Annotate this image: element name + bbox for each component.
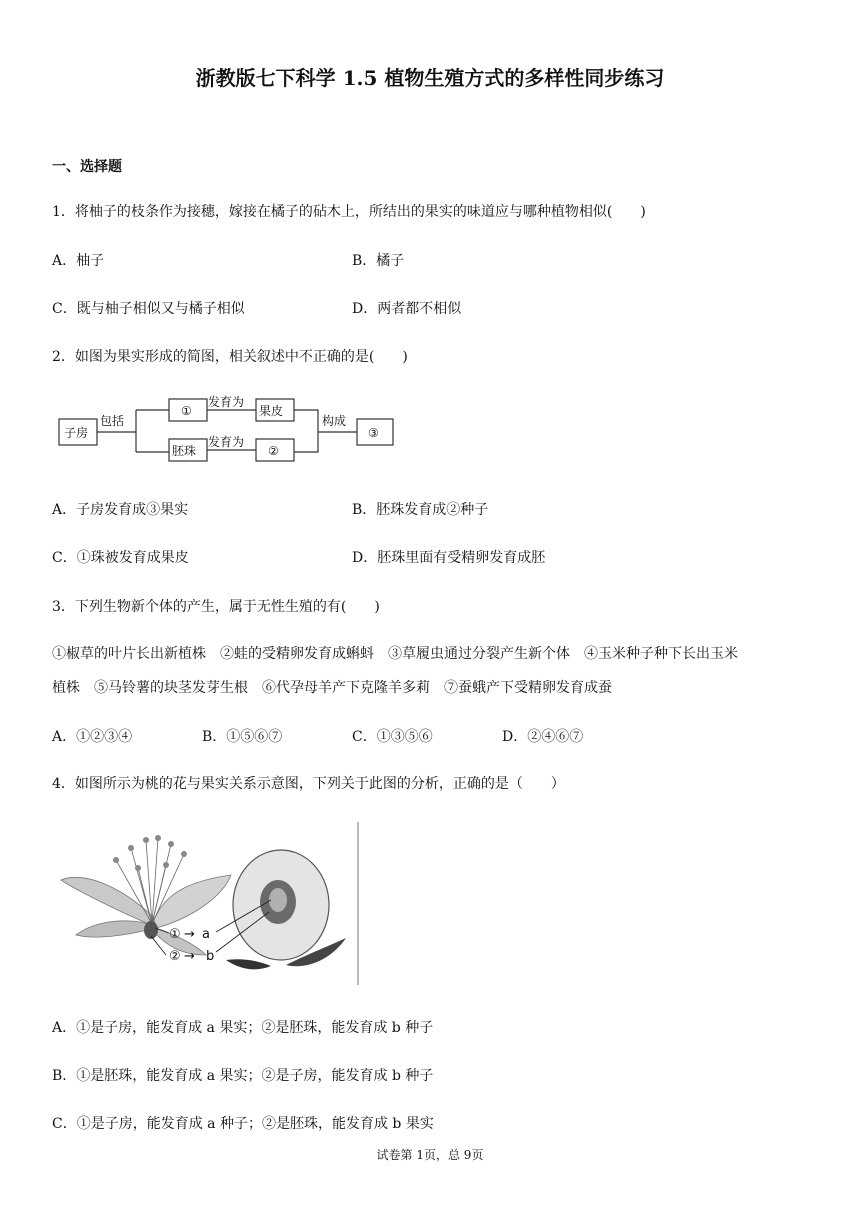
label-includes: 包括 — [100, 414, 125, 428]
question-2-stem: 2．如图为果实形成的简图，相关叙述中不正确的是( ) — [52, 349, 408, 365]
label-circle-2: ② — [268, 444, 279, 458]
q4-option-a: A．①是子房，能发育成 a 果实；②是胚珠，能发育成 b 种子 — [52, 1020, 434, 1036]
label-ovule: 胚珠 — [172, 444, 197, 458]
label-develops-1: 发育为 — [208, 395, 245, 409]
q4-option-c: C．①是子房，能发育成 a 种子；②是胚珠，能发育成 b 果实 — [52, 1116, 434, 1132]
q1-option-c: C．既与柚子相似又与橘子相似 — [52, 301, 245, 317]
label-forms: 构成 — [322, 414, 347, 428]
question-1-stem: 1．将柚子的枝条作为接穗，嫁接在橘子的砧木上，所结出的果实的味道应与哪种植物相似( ) — [52, 204, 646, 220]
label-circle-3: ③ — [368, 426, 379, 440]
label-b: b — [206, 949, 215, 964]
peach-flower-fruit-figure — [56, 820, 366, 985]
q3-option-c: C．①③⑤⑥ — [352, 729, 433, 745]
question-4-stem: 4．如图所示为桃的花与果实关系示意图，下列关于此图的分析，正确的是（ ） — [52, 776, 565, 792]
question-3-items-line-1: ①椒草的叶片长出新植株 ②蛙的受精卵发育成蝌蚪 ③草履虫通过分裂产生新个体 ④玉米种子种下长出玉米 — [52, 646, 738, 662]
section-heading: 一、选择题 — [52, 159, 122, 175]
peach-fruit-image — [226, 850, 346, 969]
q1-option-a: A．柚子 — [52, 253, 105, 269]
q2-option-a: A．子房发育成③果实 — [52, 502, 189, 518]
label-circle-2: ② — [169, 949, 181, 964]
arrow-2: → — [184, 949, 195, 964]
label-a: a — [202, 927, 210, 942]
page-footer: 试卷第 1页，总 9页 — [376, 1148, 484, 1162]
q2-option-d: D．胚珠里面有受精卵发育成胚 — [352, 550, 546, 566]
q2-option-b: B．胚珠发育成②种子 — [352, 502, 489, 518]
q1-option-d: D．两者都不相似 — [352, 301, 462, 317]
arrow-1: → — [184, 927, 195, 942]
fruit-formation-diagram — [56, 392, 401, 472]
q2-option-c: C．①珠被发育成果皮 — [52, 550, 189, 566]
q3-option-b: B．①⑤⑥⑦ — [202, 729, 283, 745]
label-circle-1: ① — [181, 404, 192, 418]
label-circle-1: ① — [169, 927, 181, 942]
label-pericarp: 果皮 — [259, 404, 284, 418]
label-ovary: 子房 — [64, 426, 89, 440]
question-3-items-line-2: 植株 ⑤马铃薯的块茎发芽生根 ⑥代孕母羊产下克隆羊多莉 ⑦蚕蛾产下受精卵发育成蚕 — [52, 680, 612, 696]
q3-option-a: A．①②③④ — [52, 729, 133, 745]
page-title: 浙教版七下科学 1.5 植物生殖方式的多样性同步练习 — [195, 66, 665, 90]
question-3-stem: 3．下列生物新个体的产生，属于无性生殖的有( ) — [52, 599, 380, 615]
q3-option-d: D．②④⑥⑦ — [502, 729, 584, 745]
label-develops-2: 发育为 — [208, 435, 245, 449]
q1-option-b: B．橘子 — [352, 253, 405, 269]
q4-option-b: B．①是胚珠，能发育成 a 果实；②是子房，能发育成 b 种子 — [52, 1068, 434, 1084]
